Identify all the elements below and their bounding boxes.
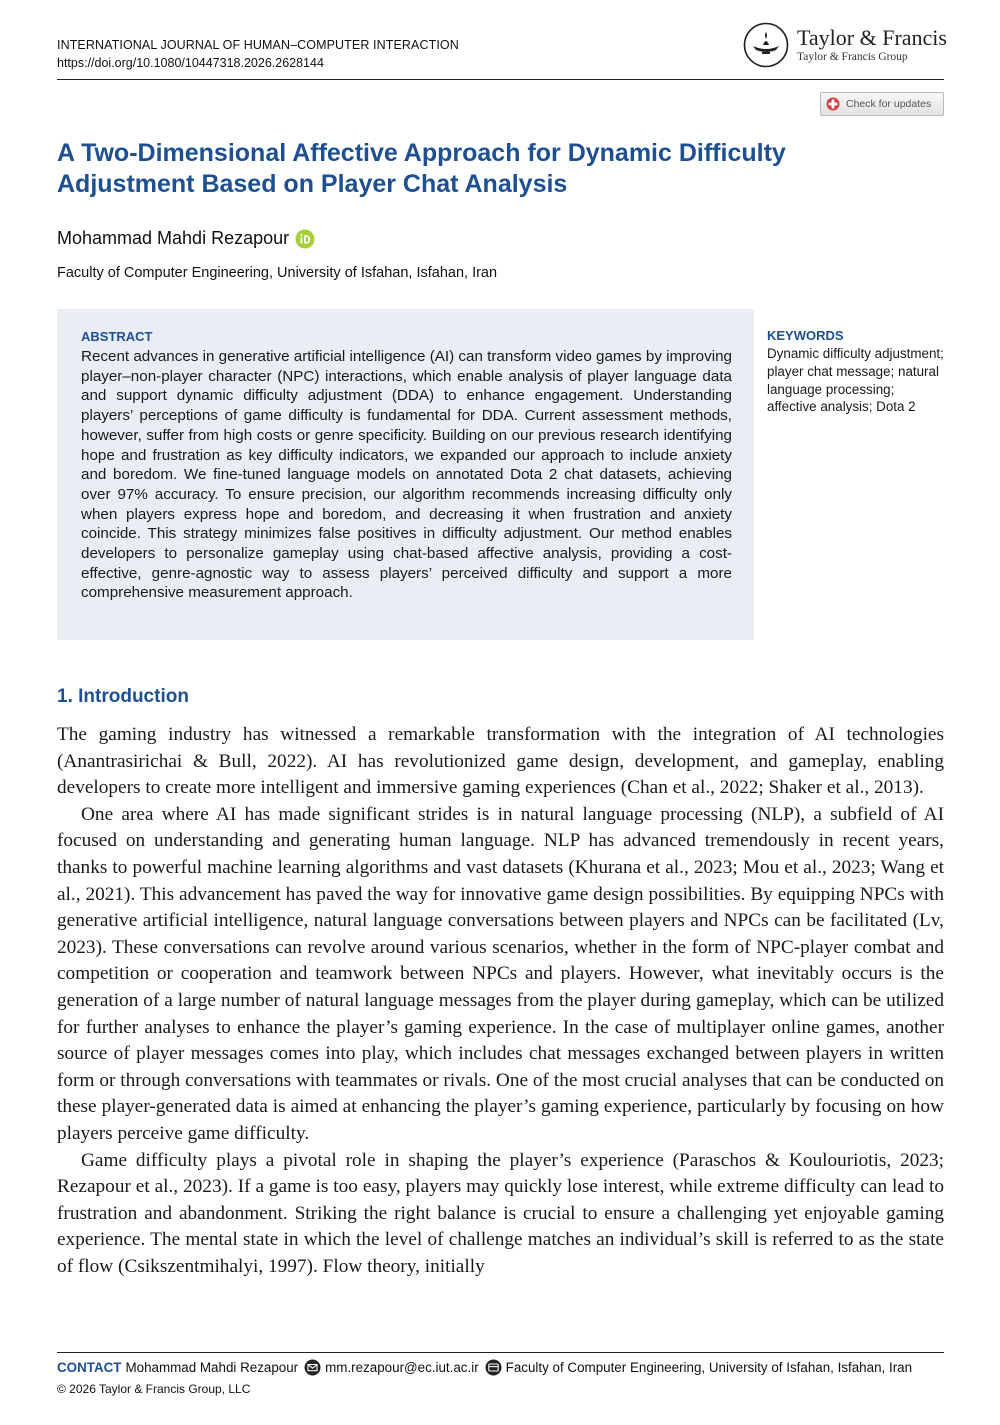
- contact-affiliation: Faculty of Computer Engineering, University of Isfahan, Isfahan, Iran: [505, 1360, 913, 1375]
- publisher-group: Taylor & Francis Group: [797, 51, 908, 63]
- journal-name: INTERNATIONAL JOURNAL OF HUMAN–COMPUTER INTERACTION: [57, 38, 459, 52]
- email-icon: [304, 1359, 321, 1376]
- contact-line: [57, 1359, 912, 1376]
- publisher-lamp-icon: [743, 22, 789, 68]
- check-updates-button[interactable]: [820, 92, 944, 116]
- check-updates-label: Check for updates: [846, 98, 932, 110]
- section-heading: 1. Introduction: [57, 686, 189, 707]
- abstract-text: Recent advances in generative artificial intelligence (AI) can transform video games by improving player–non-player character (NPC) interactions, which enable analysis of player language data and support dynamic difficulty adjustment (DDA) to enhance engagement. Understanding players’ perceptions of game difficulty is fundamental for DDA. Current assessment methods, however, suffer from high costs or genre specificity. Building on our previous research identifying hope and frustration as key difficulty indicators, we expanded our approach to include anxiety and boredom. We fine-tuned language models on annotated Dota 2 chat datasets, achieving over 97% accuracy. To ensure precision, our algorithm recommends increasing difficulty only when players express hope and boredom, and decreasing it when frustration and anxiety coincide. This strategy minimizes false positives in difficulty adjustment. Our method enables developers to personalize gameplay using chat-based affective analysis, providing a cost-effective, genre-agnostic way to assess players’ perceived difficulty and support a more comprehensive measurement approach.: [81, 348, 732, 602]
- contact-label: CONTACT: [57, 1360, 122, 1375]
- publisher-logo: [743, 22, 947, 68]
- abstract-heading: ABSTRACT: [81, 329, 153, 344]
- header-divider: [57, 79, 944, 80]
- article-title: A Two-Dimensional Affective Approach for Dynamic Difficulty Adjustment Based on Player Chat Analysis: [57, 139, 786, 198]
- author-affiliation: Faculty of Computer Engineering, University of Isfahan, Isfahan, Iran: [57, 265, 498, 281]
- contact-email[interactable]: mm.rezapour@ec.iut.ac.ir: [325, 1360, 479, 1375]
- orcid-icon[interactable]: [295, 229, 315, 249]
- keywords-text: Dynamic difficulty adjustment; player chat message; natural language processing; affective analysis; Dota 2: [767, 346, 944, 415]
- keywords-heading: KEYWORDS: [767, 328, 844, 343]
- author-line: [57, 228, 315, 249]
- footer-divider: [57, 1352, 944, 1353]
- publisher-name: Taylor & Francis: [797, 25, 947, 50]
- body-paragraph: The gaming industry has witnessed a remarkable transformation with the integration of AI technologies (Anantrasirichai & Bull, 2022). AI has revolutionized game design, development, and gameplay, enabling developers to create more intelligent and immersive gaming experiences (Chan et al., 2022; Shaker et al., 2013).: [57, 724, 944, 799]
- copyright-notice: © 2026 Taylor & Francis Group, LLC: [57, 1382, 251, 1396]
- abstract-box: [57, 309, 754, 640]
- contact-name: Mohammad Mahdi Rezapour: [125, 1360, 299, 1375]
- body-text: [57, 722, 944, 1280]
- body-paragraph: One area where AI has made significant strides is in natural language processing (NLP), a subfield of AI focused on understanding and generating human language. NLP has advanced tremendously in recent years, thanks to powerful machine learning algorithms and vast datasets (Khurana et al., 2023; Mou et al., 2023; Wang et al., 2021). This advancement has paved the way for innovative game design possibilities. By equipping NPCs with generative artificial intelligence, natural language conversations between players and NPCs can be facilitated (Lv, 2023). These conversations can revolve around various scenarios, whether in the form of NPC-player combat and competition or cooperation and teamwork between NPCs and players. However, what inevitably occurs is the generation of a large number of natural language messages from the player during gameplay, which can be utilized for further analyses to enhance the player’s gaming experience. In the case of multiplayer online games, another source of player messages comes into play, which includes chat messages exchanged between players in written form or through conversations with teammates or rivals. One of the most crucial analyses that can be conducted on these player-generated data is aimed at enhancing the player’s gaming experience, particularly by focusing on how players perceive game difficulty.: [57, 803, 944, 1144]
- address-icon: [485, 1359, 502, 1376]
- doi-link[interactable]: https://doi.org/10.1080/10447318.2026.2628144: [57, 56, 324, 70]
- crossmark-icon: [826, 97, 840, 111]
- author-name: Mohammad Mahdi Rezapour: [57, 228, 290, 248]
- body-paragraph: Game difficulty plays a pivotal role in shaping the player’s experience (Paraschos & Koulouriotis, 2023; Rezapour et al., 2023). If a game is too easy, players may quickly lose interest, while extreme difficulty can lead to frustration and abandonment. Striking the right balance is crucial to ensure a challenging yet enjoyable gaming experience. The mental state in which the level of challenge matches an individual’s skill is referred to as the state of flow (Csikszentmihalyi, 1997). Flow theory, initially: [57, 1149, 944, 1277]
